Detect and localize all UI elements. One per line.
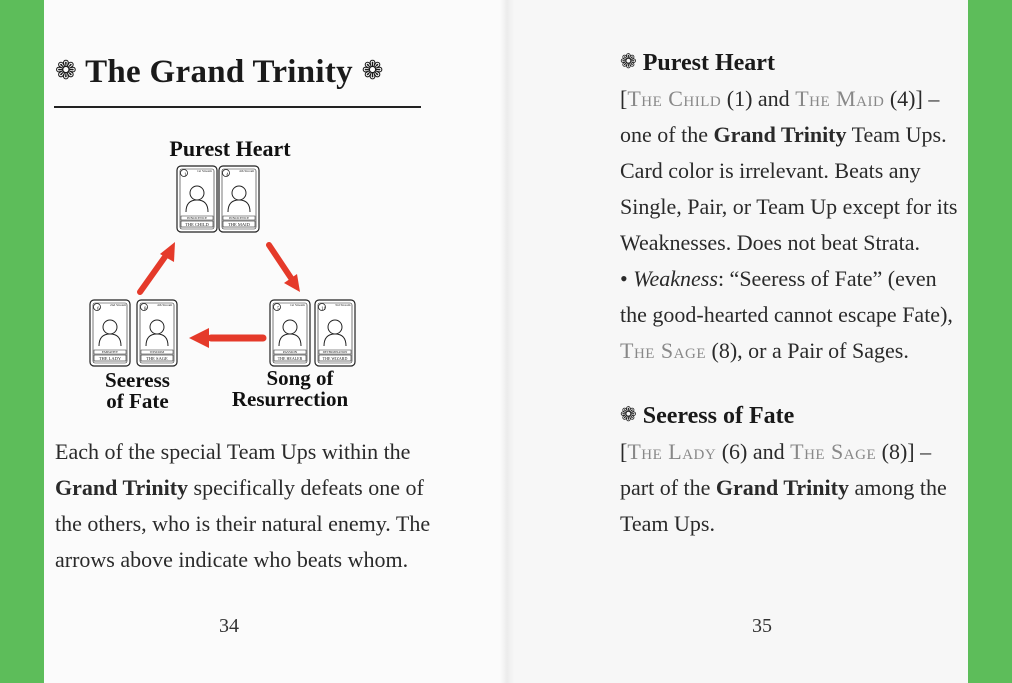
page-number-right: 35 [752, 615, 772, 637]
card-num-the-sage: 8 [144, 307, 147, 312]
card-rank-the-maid: 4th Stream [239, 169, 255, 173]
italic-term: Weakness [633, 266, 718, 291]
section-heading-purest-heart [620, 44, 968, 81]
paragraph-weakness [620, 261, 968, 369]
card-name-the-sage: THE SAGE [146, 356, 168, 361]
card-virtue-the-wizard: DETERMINATION [322, 350, 348, 354]
text-run: : “Seeress of Fate” (even the good-hearted cannot escape Fate), [620, 266, 953, 327]
card-rank-the-wizard: 3rd Stream [335, 303, 351, 307]
card-virtue-the-sage: WISDOM [149, 350, 165, 354]
card-rank-the-child: 1st Stream [197, 169, 212, 173]
card-num-the-healer: 5 [277, 307, 280, 312]
card-name-the-wizard: THE WIZARD [322, 356, 348, 361]
bold-term: Grand Trinity [713, 122, 847, 147]
page-title [55, 54, 420, 91]
card-rank-the-lady: 2nd Stream [110, 303, 127, 307]
section-heading-seeress [620, 397, 968, 434]
flower-ornament-icon: ❁ [620, 51, 637, 73]
card-name: The Child [627, 86, 722, 111]
title-underline [54, 106, 421, 108]
text-run: Each of the special Team Ups within the [55, 439, 411, 464]
label-line: of Fate [106, 389, 169, 413]
card-num-the-lady: 6 [97, 307, 100, 312]
card-virtue-the-lady: EMPATHY [101, 350, 119, 354]
text-run: Team Ups. Card color is irrelevant. Beats any Single, Pair, or Team Up except for its Weaknesses. Does not beat Strata. [620, 122, 958, 255]
card-virtue-the-healer: PASSION [282, 350, 298, 354]
bold-term: Grand Trinity [715, 475, 849, 500]
right-column [620, 44, 968, 542]
card-virtue-the-maid: INNOCENCE [228, 216, 250, 220]
song-of-resurrection-label [215, 368, 365, 410]
heading-text: Purest Heart [642, 50, 775, 76]
page-number-left: 34 [219, 615, 239, 637]
book-gutter [500, 0, 514, 683]
text-run: (6) and [716, 439, 791, 464]
card-name-the-child: THE CHILD [185, 222, 209, 227]
card-name-the-maid: THE MAID [228, 222, 250, 227]
card-name: The Lady [627, 439, 717, 464]
label-line: Seeress [105, 368, 170, 392]
label-line: Resurrection [231, 387, 349, 411]
text-run: specifically defeats one of the others, who is their natural enemy. The arrows above indicate who beats whom. [55, 475, 431, 572]
card-name: The Maid [795, 86, 885, 111]
bold-term: Grand Trinity [55, 475, 189, 500]
red-arrow-icon [189, 328, 263, 348]
seeress-of-fate-label [85, 370, 190, 412]
card-name-the-healer: THE HEALER [277, 356, 303, 361]
card-name: The Sage [790, 439, 877, 464]
grand-trinity-diagram [85, 132, 385, 417]
flower-ornament-icon: ❁ [620, 404, 637, 426]
purest-heart-label: Purest Heart [169, 136, 291, 161]
text-run: (4)] – one of the [620, 86, 940, 147]
text-run: among the Team Ups. [620, 475, 947, 536]
left-body-text [55, 434, 435, 578]
label-line: Song of [266, 366, 334, 390]
right-margin-band [968, 0, 1012, 683]
paragraph-seeress [620, 434, 968, 542]
text-run: (8), or a Pair of Sages. [706, 338, 909, 363]
red-arrow-icon [140, 242, 175, 292]
card-num-the-child: 1 [184, 173, 187, 178]
flower-ornament-icon: ❁ [55, 56, 78, 85]
left-margin-band [0, 0, 44, 683]
heading-text: Seeress of Fate [642, 403, 795, 429]
card-rank-the-healer: 1st Stream [290, 303, 305, 307]
card-name: The Sage [620, 338, 706, 363]
text-run: [ [620, 86, 628, 111]
red-arrow-icon [269, 245, 300, 292]
paragraph-gap [620, 369, 968, 397]
card-virtue-the-child: INNOCENCE [186, 216, 208, 220]
flower-ornament-icon: ❁ [361, 56, 384, 85]
card-rank-the-sage: 4th Stream [157, 303, 173, 307]
text-run: [ [620, 439, 628, 464]
card-num-the-maid: 4 [226, 173, 229, 178]
card-name-the-lady: THE LADY [98, 356, 122, 361]
paragraph-purest-heart [620, 81, 968, 261]
bullet: • [620, 266, 634, 291]
card-num-the-wizard: 11 [321, 307, 326, 312]
text-run: (1) and [721, 86, 796, 111]
text-run: (8)] – part of the [620, 439, 932, 500]
page-title-text: The Grand Trinity [85, 54, 353, 90]
